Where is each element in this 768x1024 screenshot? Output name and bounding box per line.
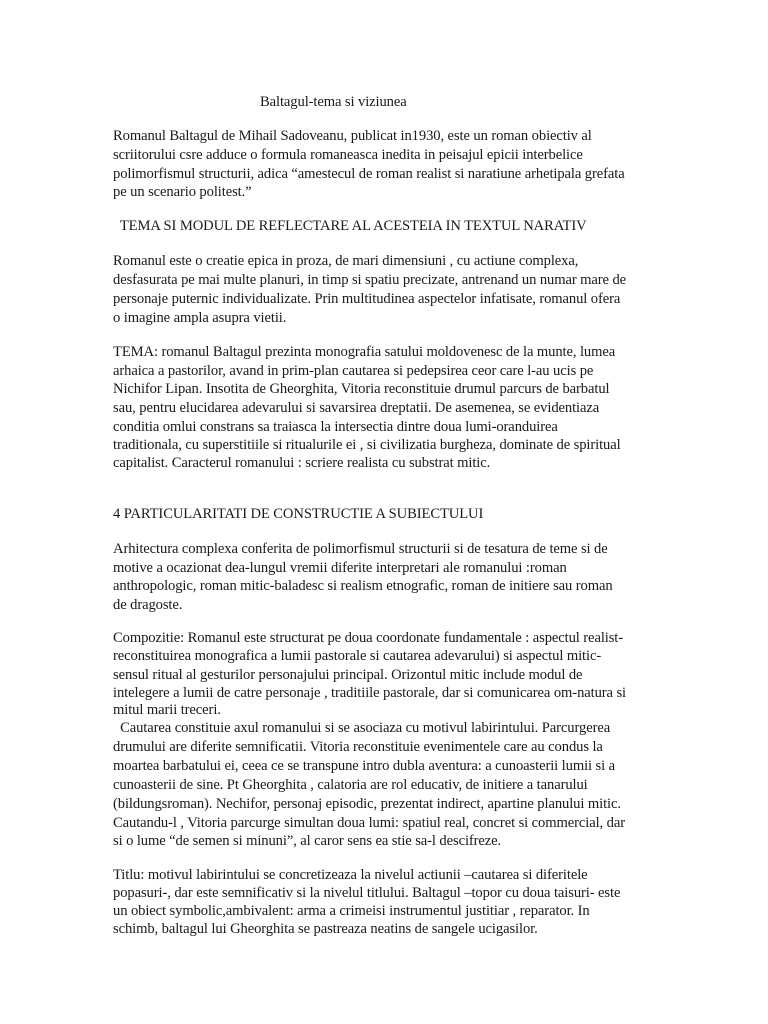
text-line: Romanul Baltagul de Mihail Sadoveanu, publicat in1930, este un roman obiectiv al bbox=[113, 128, 592, 144]
text-line: un obiect symbolic,ambivalent: arma a crimeisi instrumentul justitiar , reparator. In bbox=[113, 903, 590, 919]
text-line: intelegere a lumii de catre personaje , traditiile pastorale, dar si comunicarea om-natura si bbox=[113, 685, 627, 701]
text-line: anthropologic, roman mitic-baladesc si realism etnografic, roman de initiere sau roman bbox=[113, 578, 613, 594]
text-line: de dragoste. bbox=[113, 597, 183, 613]
text-line: Cautandu-l , Vitoria parcurge simultan doua lumi: spatiul real, concret si commercial, dar bbox=[113, 815, 625, 831]
text-line: scriitorului csre adduce o formula romaneasca inedita in peisajul epicii interbelice bbox=[113, 147, 583, 163]
text-line: Nichifor Lipan. Insotita de Gheorghita, Vitoria reconstituie drumul parcurs de barbatul bbox=[113, 381, 610, 397]
text-line: reconstituirea monografica a lumii pastorale si cautarea adevarului) si aspectul mitic- bbox=[113, 648, 602, 664]
text-line: conditia omlui constrans sa traiasca la intersectia dintre doua lumi-oranduirea bbox=[113, 419, 558, 435]
section-heading-particularitati: 4 PARTICULARITATI DE CONSTRUCTIE A SUBIECTULUI bbox=[113, 506, 484, 522]
text-line: Titlu: motivul labirintului se concretizeaza la nivelul actiunii –cautarea si diferitele bbox=[113, 867, 588, 883]
text-line: popasuri-, dar este semnificativ si la nivelul titlului. Baltagul –topor cu doua taisuri- este bbox=[113, 885, 621, 901]
text-line: moartea barbatului ei, ceea ce se transpune intro dubla aventura: a cunoasterii lumii si a bbox=[113, 758, 615, 774]
section-heading-tema: TEMA SI MODUL DE REFLECTARE AL ACESTEIA IN TEXTUL NARATIV bbox=[113, 218, 587, 234]
text-line: drumului are diferite semnificatii. Vitoria reconstituie evenimentele care au condus la bbox=[113, 739, 603, 755]
text-line: cunoasterii de sine. Pt Gheorghita , calatoria are rol educativ, de initiere a tanarului bbox=[113, 777, 588, 793]
text-line: arhaica a pastorilor, avand in prim-plan cautarea si pedepsirea ceor care l-au ucis pe bbox=[113, 363, 594, 379]
text-line: desfasurata pe mai multe planuri, in timp si spatiu precizate, antrenand un numar mare de bbox=[113, 272, 627, 288]
text-line: mitul marii treceri. bbox=[113, 702, 221, 718]
text-line: TEMA: romanul Baltagul prezinta monografia satului moldovenesc de la munte, lumea bbox=[113, 344, 616, 360]
text-line: o imagine ampla asupra vietii. bbox=[113, 310, 287, 326]
text-line: (bildungsroman). Nechifor, personaj episodic, prezentat indirect, apartine planului mitic. bbox=[113, 796, 621, 812]
document-title: Baltagul-tema si viziunea bbox=[260, 94, 407, 110]
text-line: capitalist. Caracterul romanului : scriere realista cu substrat mitic. bbox=[113, 455, 491, 471]
text-line: polimorfismul structurii, adica “amestecul de roman realist si naratiune arhetipala grefata bbox=[113, 166, 625, 182]
text-line: Compozitie: Romanul este structurat pe doua coordonate fundamentale : aspectul realist- bbox=[113, 630, 624, 646]
text-line: Cautarea constituie axul romanului si se asociaza cu motivul labirintului. Parcurgerea bbox=[113, 720, 611, 736]
text-line: Arhitectura complexa conferita de polimorfismul structurii si de tesatura de teme si de bbox=[113, 541, 608, 557]
text-line: sau, pentru elucidarea adevarului si savarsirea dreptatii. De asemenea, se evidentiaza bbox=[113, 400, 600, 416]
text-line: Romanul este o creatie epica in proza, de mari dimensiuni , cu actiune complexa, bbox=[113, 253, 579, 269]
text-line: personaje puternic individualizate. Prin multitudinea aspectelor infatisate, romanul ofera bbox=[113, 291, 621, 307]
text-line: pe un scenario politest.” bbox=[113, 184, 252, 200]
text-line: motive a ocazionat dea-lungul vremii diferite interpretari ale romanului :roman bbox=[113, 560, 567, 576]
text-line: si o lume “de semen si minuni”, al caror sens ea stie sa-l descifreze. bbox=[113, 833, 502, 849]
text-line: sensul ritual al gesturilor personajului principal. Orizontul mitic include modul de bbox=[113, 667, 583, 683]
text-line: schimb, baltagul lui Gheorghita se pastreaza neatins de sangele ucigasilor. bbox=[113, 921, 538, 937]
text-line: traditionala, cu superstitiile si ritualurile ei , si civilizatia burgheza, dominate de spiritual bbox=[113, 437, 621, 453]
